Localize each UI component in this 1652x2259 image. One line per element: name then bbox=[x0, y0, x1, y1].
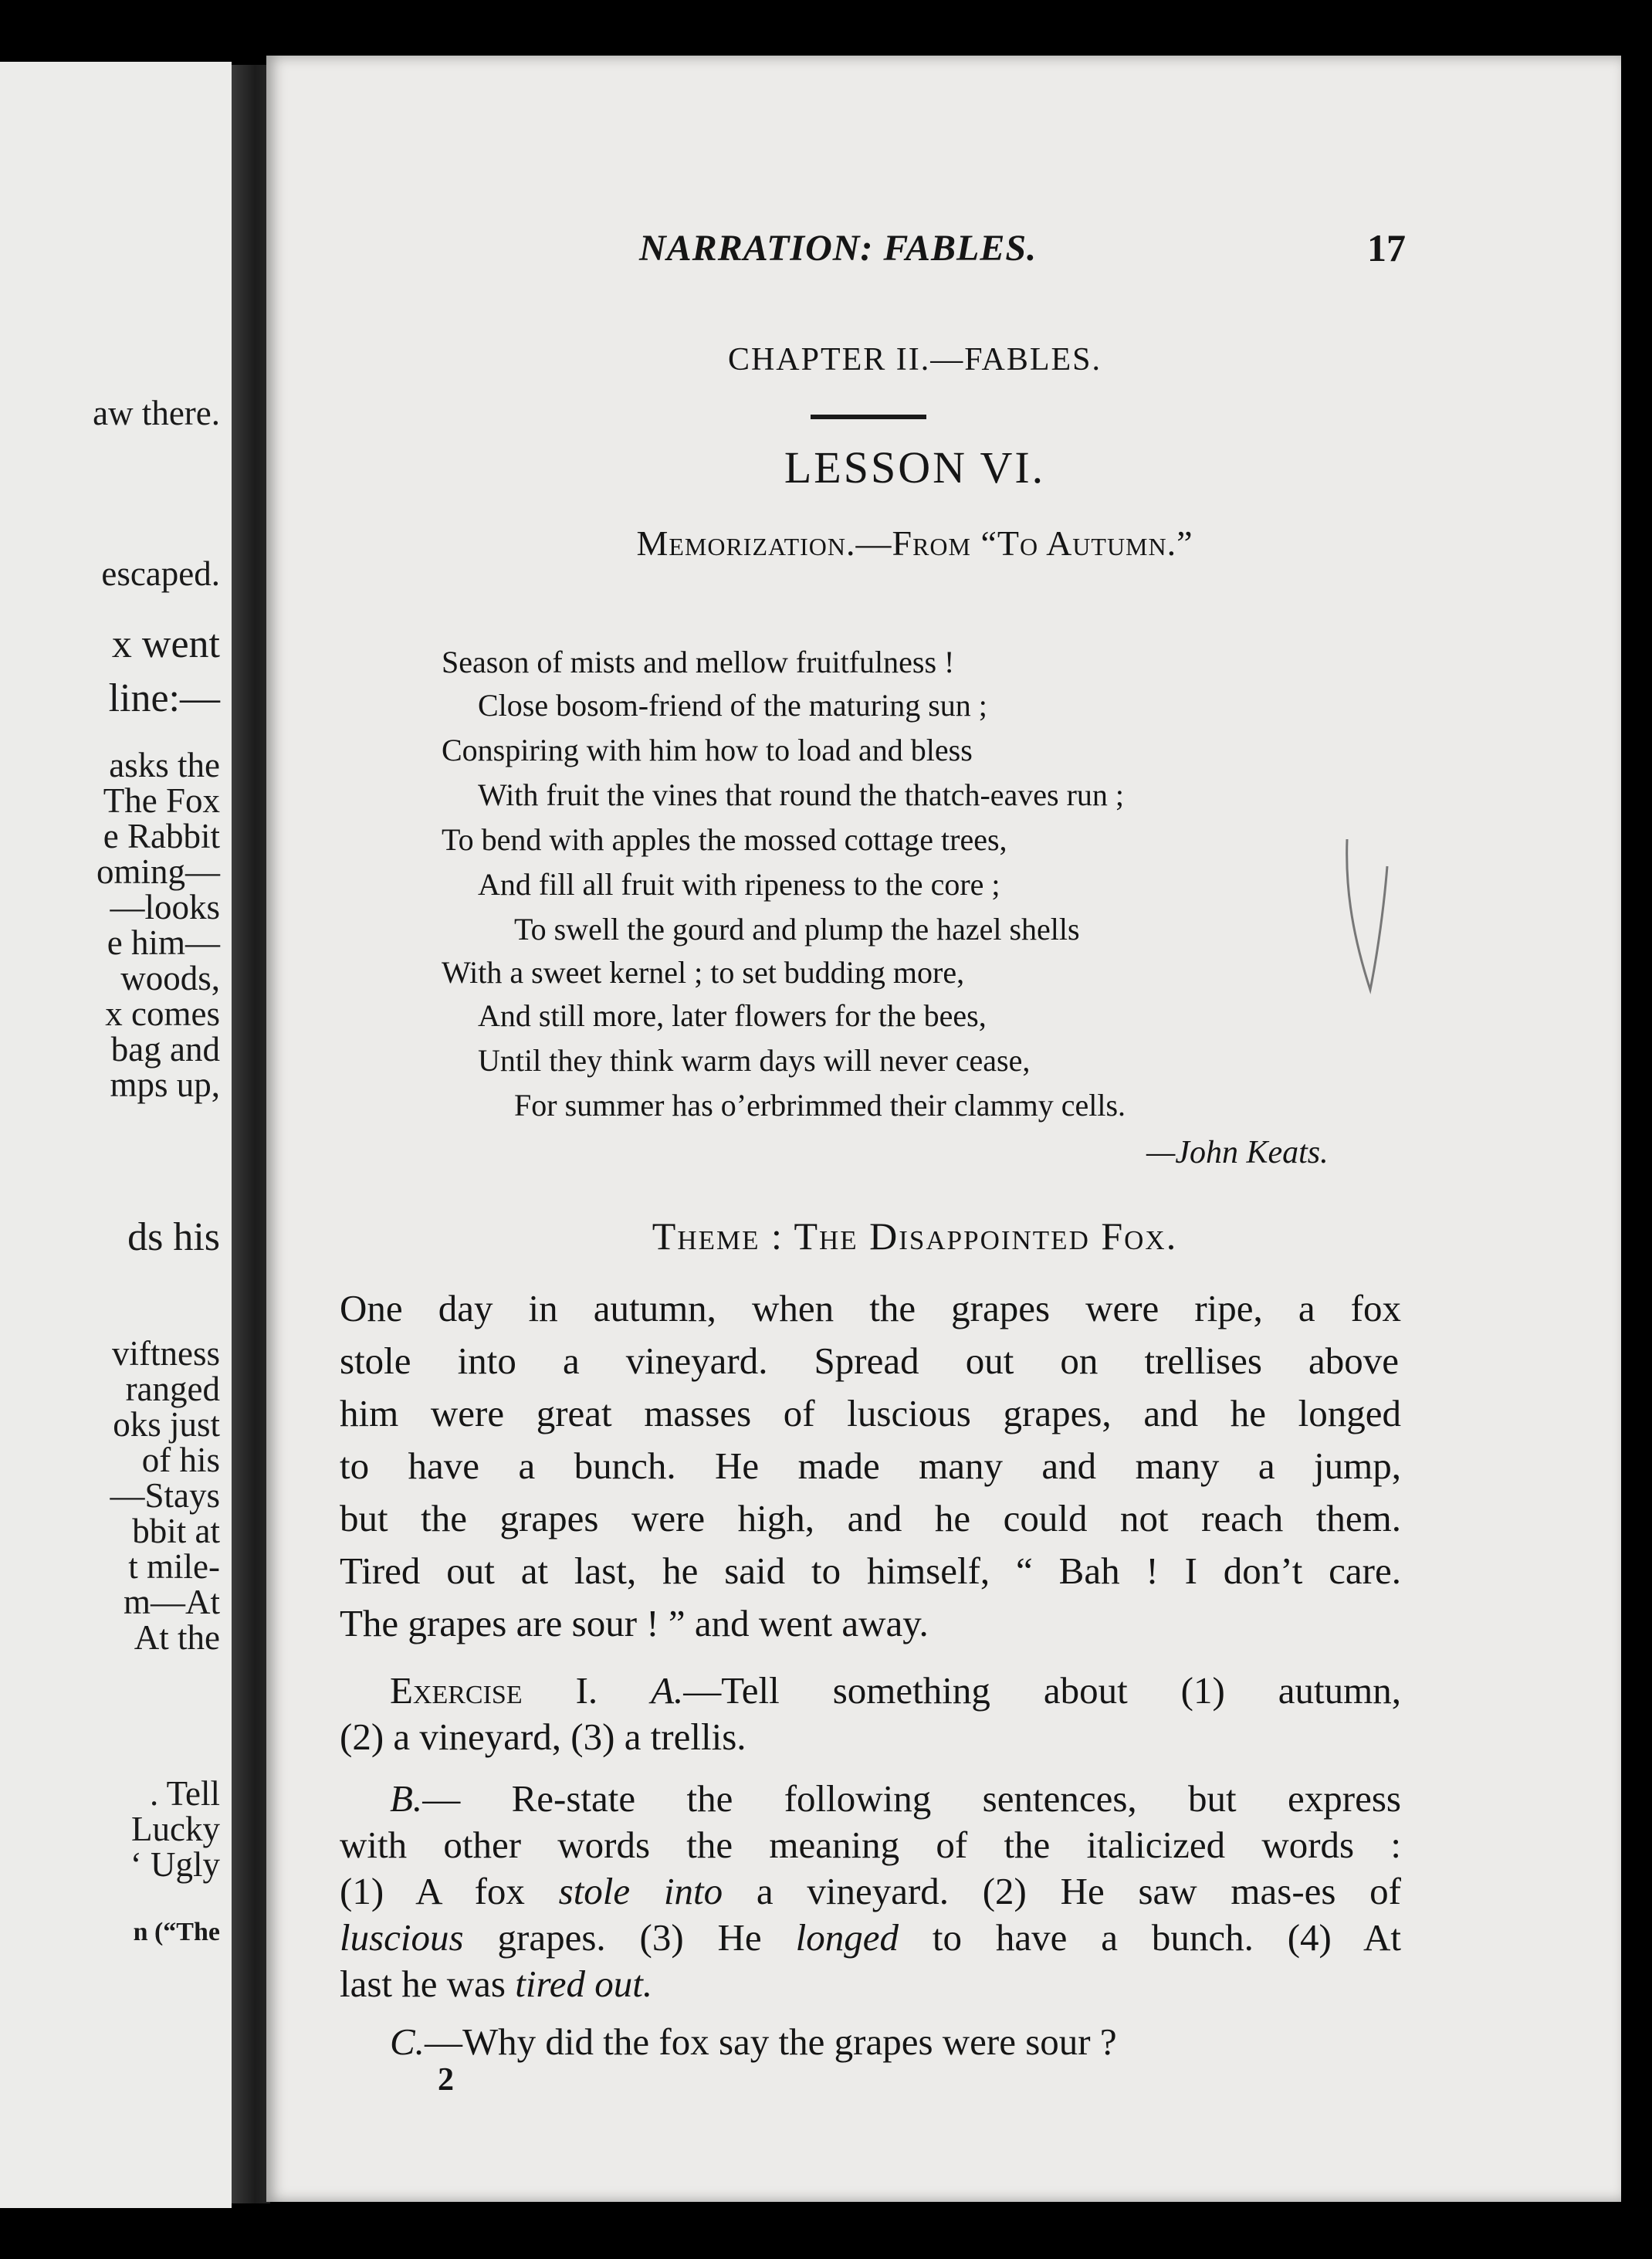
book-page bbox=[266, 56, 1621, 2202]
facing-page-line: x went bbox=[111, 622, 220, 666]
text-run: grapes. (3) He bbox=[497, 1916, 762, 1959]
paragraph-line: him were great masses of luscious grapes, and he longed bbox=[340, 1392, 1401, 1434]
paragraph-line: Tired out at last, he said to himself, “ Bah ! I don’t care. bbox=[340, 1549, 1401, 1592]
exercise-b-text: — Re-state the following sentences, but express bbox=[422, 1777, 1401, 1820]
signature-mark: 2 bbox=[438, 2062, 454, 2098]
facing-page-line: t mile- bbox=[128, 1547, 220, 1586]
memorization-heading: Memorization.—From “To Autumn.” bbox=[636, 523, 1193, 563]
poem-line: To swell the gourd and plump the hazel shells bbox=[514, 912, 1080, 947]
facing-page-line: ds his bbox=[127, 1215, 220, 1259]
paragraph-line: but the grapes were high, and he could not reach them. bbox=[340, 1497, 1401, 1539]
facing-page-line: aw there. bbox=[93, 394, 220, 432]
facing-page-line: —looks bbox=[110, 888, 220, 926]
exercise-b-line-5 bbox=[340, 1963, 1401, 2006]
poem-line: With a sweet kernel ; to set budding more, bbox=[442, 955, 965, 990]
poem-line: Until they think warm days will never cease, bbox=[478, 1043, 1031, 1078]
paragraph-line: stole into a vineyard. Spread out on trellises above bbox=[340, 1339, 1399, 1382]
exercise-a-text: —Tell something about (1) autumn, bbox=[683, 1669, 1401, 1712]
exercise-a-line bbox=[390, 1669, 1401, 1712]
text-run: a vineyard. (2) He saw mas-es of bbox=[756, 1870, 1401, 1912]
facing-page-line: x comes bbox=[105, 994, 220, 1033]
facing-page-line: n (“The bbox=[133, 1918, 220, 1946]
facing-page-line: e him— bbox=[107, 923, 220, 962]
poem-line: Conspiring with him how to load and bless bbox=[442, 733, 973, 767]
exercise-b-line-3 bbox=[340, 1870, 1401, 1913]
book-spine bbox=[232, 65, 270, 2203]
facing-page-line: oming— bbox=[96, 852, 220, 891]
facing-page-fragment bbox=[0, 62, 232, 2208]
facing-page-line: asks the bbox=[109, 746, 220, 784]
facing-page-line: . Tell bbox=[149, 1774, 220, 1813]
exercise-label: Exercise I. bbox=[390, 1669, 598, 1712]
poem-line: Season of mists and mellow fruitfulness ! bbox=[442, 645, 955, 679]
exercise-c-label: C. bbox=[390, 2020, 425, 2063]
poem-line: To bend with apples the mossed cottage trees, bbox=[442, 822, 1007, 857]
exercise-b-line-2: with other words the meaning of the italicized words : bbox=[340, 1824, 1401, 1866]
facing-page-line: m—At bbox=[123, 1583, 220, 1621]
italic-phrase: tired out. bbox=[515, 1963, 653, 2005]
divider-rule bbox=[811, 415, 926, 419]
poem-line: For summer has o’erbrimmed their clammy cells. bbox=[514, 1088, 1126, 1123]
facing-page-line: woods, bbox=[120, 959, 220, 997]
facing-page-line: ‘ Ugly bbox=[130, 1845, 220, 1884]
pencil-mark bbox=[1339, 835, 1393, 997]
facing-page-line: The Fox bbox=[103, 781, 220, 820]
text-run: (1) A fox bbox=[340, 1870, 525, 1912]
text-run: last he was bbox=[340, 1963, 506, 2005]
facing-page-line: line:— bbox=[108, 676, 220, 720]
facing-page-line: escaped. bbox=[101, 554, 220, 593]
exercise-b-label: B. bbox=[390, 1777, 423, 1820]
exercise-b-line bbox=[390, 1777, 1401, 1820]
exercise-c-line bbox=[390, 2020, 1401, 2064]
chapter-title: CHAPTER II.—FABLES. bbox=[727, 342, 1102, 378]
exercise-a-line-2: (2) a vineyard, (3) a trellis. bbox=[340, 1715, 746, 1758]
facing-page-line: bbit at bbox=[132, 1512, 220, 1550]
page-number: 17 bbox=[1367, 226, 1406, 269]
theme-heading: Theme : The Disappointed Fox. bbox=[652, 1214, 1178, 1258]
facing-page-line: At the bbox=[134, 1618, 220, 1657]
paragraph-line: One day in autumn, when the grapes were ripe, a fox bbox=[340, 1287, 1401, 1329]
facing-page-line: bag and bbox=[110, 1030, 220, 1069]
poem-line: And still more, later flowers for the bees, bbox=[478, 998, 987, 1033]
italic-phrase: luscious bbox=[340, 1916, 464, 1959]
text-run: to have a bunch. (4) At bbox=[932, 1916, 1402, 1959]
paragraph-line: The grapes are sour ! ” and went away. bbox=[340, 1602, 929, 1644]
poem-line: With fruit the vines that round the thatch-eaves run ; bbox=[478, 777, 1125, 812]
facing-page-line: Lucky bbox=[131, 1810, 220, 1848]
exercise-b-line-4 bbox=[340, 1916, 1401, 1959]
poem-attribution: —John Keats. bbox=[1146, 1135, 1329, 1170]
facing-page-line: viftness bbox=[112, 1334, 220, 1373]
exercise-c-text: —Why did the fox say the grapes were sour ? bbox=[424, 2020, 1117, 2063]
facing-page-line: ranged bbox=[125, 1370, 220, 1408]
exercise-a-label: A. bbox=[651, 1669, 684, 1712]
facing-page-line: —Stays bbox=[110, 1476, 220, 1515]
facing-page-line: of his bbox=[141, 1441, 220, 1479]
italic-phrase: stole into bbox=[558, 1870, 723, 1912]
facing-page-line: mps up, bbox=[110, 1065, 220, 1104]
running-header-title: NARRATION: FABLES. bbox=[639, 228, 1038, 269]
facing-page-line: oks just bbox=[113, 1405, 220, 1444]
poem-line: Close bosom-friend of the maturing sun ; bbox=[478, 688, 987, 723]
poem-line: And fill all fruit with ripeness to the core ; bbox=[478, 867, 1000, 902]
lesson-title: LESSON VI. bbox=[784, 442, 1046, 493]
italic-phrase: longed bbox=[795, 1916, 899, 1959]
paragraph-line: to have a bunch. He made many and many a jump, bbox=[340, 1444, 1401, 1487]
facing-page-line: e Rabbit bbox=[103, 817, 220, 855]
